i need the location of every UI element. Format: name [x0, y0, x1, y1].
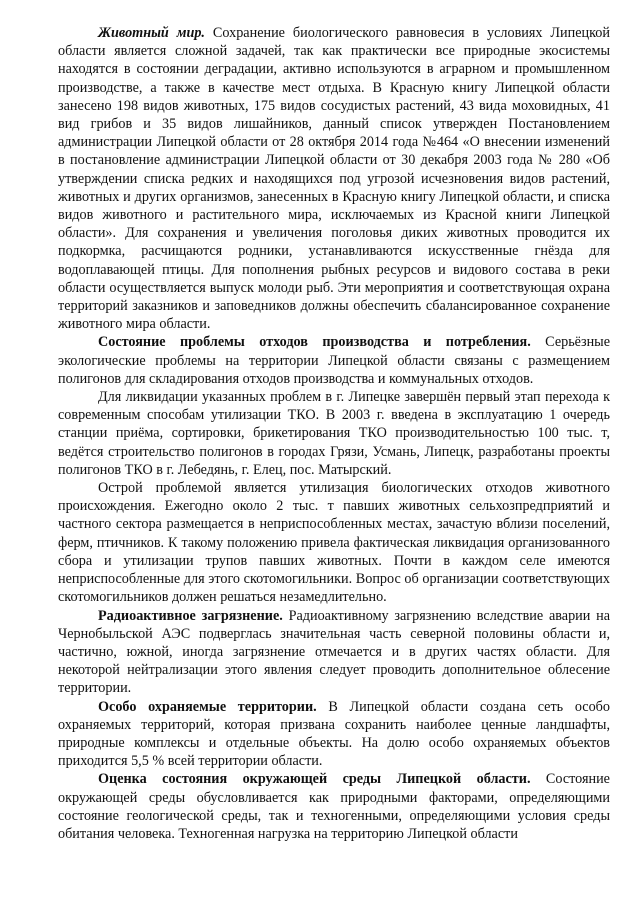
paragraph-fauna	[58, 24, 610, 333]
heading-protected: Особо охраняемые территории.	[98, 698, 317, 715]
paragraph-tko	[58, 388, 610, 479]
paragraph-assessment	[58, 770, 610, 843]
text-protected: В Липецкой области создана сеть особо охраняемых территорий, которая призвана сохранить наиболее ценные ландшафты, природные комплексы и отдельные объекты. На долю особо охраняемых объектов приходится 5,5 % всей территории области.	[58, 698, 610, 770]
paragraph-bio-waste	[58, 479, 610, 606]
text-waste: Серьёзные экологические проблемы на территории Липецкой области связаны с размещением полигонов для складирования отходов производства и коммунальных отходов.	[58, 334, 610, 387]
paragraph-waste	[58, 333, 610, 388]
paragraph-protected	[58, 698, 610, 771]
text-fauna: Сохранение биологического равновесия в условиях Липецкой области является сложной задачей, так как практически все природные экосистемы находятся в состоянии деградации, активно используются в аграрном и промышленном производстве, а также в качестве мест отдыха. В Красную книгу Липецкой области занесено 198 видов животных, 175 видов сосудистых растений, 43 вида моховидных, 41 вид грибов и 35 видов лишайников, данный список утвержден Постановлением администрации Липецкой области от 28 октября 2014 года №464 «О внесении изменений в постановление администрации Липецкой области от 30 декабря 2003 года № 280 «Об утверждении списка редких и находящихся под угрозой исчезновения видов растений, животных и других организмов, занесенных в Красную книгу Липецкой области, и списка видов животного и растительного мира, исключаемых из Красной книги Липецкой области». Для сохранения и увеличения поголовья диких животных проводится их подкормка, расчищаются родники, устанавливаются искусственные гнёзда для водоплавающей птицы. Для пополнения рыбных ресурсов и видового состава в реки области осуществляется выпуск молоди рыб. Эти мероприятия и соответствующая охрана территорий заказников и заповедников должны обеспечить сбалансированное сохранение животного мира области.	[58, 25, 610, 333]
text-radiation: Радиоактивному загрязнению вследствие аварии на Чернобыльской АЭС подверглась значительная часть северной половины области и, частично, южной, иногда загрязнение отмечается и в других частях области. Для некоторой нейтрализации этого явления следует проводить дополнительное облесение территории.	[58, 607, 611, 697]
text-tko: Для ликвидации указанных проблем в г. Липецке завершён первый этап перехода к современным способам утилизации ТКО. В 2003 г. введена в эксплуатацию 1 очередь станции приёма, сортировки, брикетирования ТКО производительностью 100 тыс. т, ведётся строительство полигонов в городах Грязи, Усмань, Липецк, разработаны проекты полигонов ТКО в г. Лебедянь, г. Елец, пос. Матырский.	[58, 389, 610, 478]
heading-assessment: Оценка состояния окружающей среды Липецкой области.	[98, 771, 531, 788]
paragraph-radiation	[58, 607, 610, 698]
text-bio-waste: Острой проблемой является утилизация биологических отходов животного происхождения. Ежегодно около 2 тыс. т павших животных сельхозпредприятий и частного сектора размещается в неприспособленных местах, зачастую вблизи поселений, ферм, птичников. К такому положению привела фактическая ликвидация организованного сбора и утилизации трупов павших животных. Почти в каждом селе имеются неприспособленные для этого скотомогильники. Вопрос об организации соответствующих скотомогильников должен решаться незамедлительно.	[58, 480, 610, 606]
heading-waste: Состояние проблемы отходов производства и потребления.	[98, 334, 531, 351]
text-assessment: Состояние окружающей среды обусловливается как природными факторами, определяющими состояние геологической среды, так и техногенными, определяющими условия среды обитания человека. Техногенная нагрузка на территорию Липецкой области	[58, 771, 610, 842]
document-page	[58, 24, 610, 843]
heading-fauna: Животный мир.	[98, 25, 205, 41]
heading-radiation: Радиоактивное загрязнение.	[98, 607, 283, 624]
